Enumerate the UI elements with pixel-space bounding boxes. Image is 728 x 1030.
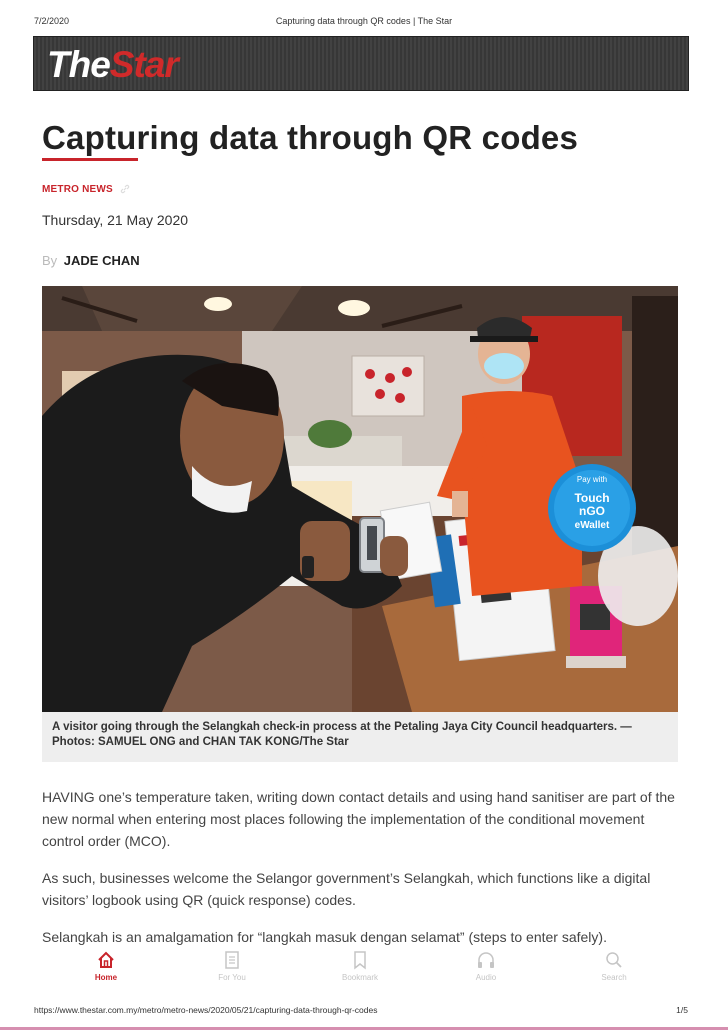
author-name[interactable]: JADE CHAN [63,253,140,268]
nav-item-bookmark[interactable] [320,950,400,982]
print-url: https://www.thestar.com.my/metro/metro-news/2020/05/21/capturing-data-through-qr-codes [34,1005,378,1015]
headline-underline [42,158,138,161]
nav-item-for-you[interactable] [192,950,272,982]
logo-star: Star [109,44,178,85]
nav-item-audio[interactable] [446,950,526,982]
the-star-logo[interactable] [47,45,178,85]
nav-label-search: Search [601,973,627,982]
bookmark-icon [350,950,370,970]
byline-prefix: By [42,253,58,268]
photo-illustration [42,286,678,712]
headphones-icon [476,950,496,970]
publish-date: Thursday, 21 May 2020 [42,212,189,228]
photo-ngo: nGO [579,504,605,518]
bottom-navigation-bar [42,946,678,992]
print-page-number: 1/5 [676,1005,688,1015]
link-icon[interactable] [119,183,131,195]
home-icon [96,950,116,970]
masthead [33,36,689,91]
byline [42,253,140,268]
article-paragraph: As such, businesses welcome the Selangor government’s Selangkah, which functions like a digital visitors’ logbook using QR (quick response) codes. [42,870,651,908]
photo-caption: A visitor going through the Selangkah check-in process at the Petaling Jaya City Council headquarters. — Photos: SAMUEL ONG and CHAN TAK KONG/The Star [42,712,678,762]
section-link-metro-news[interactable]: METRO NEWS [42,184,113,195]
article-paragraph: HAVING one’s temperature taken, writing down contact details and using hand sanitiser are part of the new normal when entering most places following the implementation of the conditional movement control order (MCO). [42,789,675,849]
nav-label-for-you: For You [218,973,246,982]
photo-pay-with: Pay with [576,475,608,484]
article-headline: Capturing data through QR codes [42,119,579,156]
nav-label-bookmark: Bookmark [341,973,378,982]
logo-the: The [47,44,110,85]
nav-label-audio: Audio [475,973,497,982]
print-page-title: Capturing data through QR codes | The Star [275,16,453,26]
article-paragraph: Selangkah is an amalgamation for “langkah masuk dengan selamat” (steps to enter safely). [42,929,607,945]
photo-ewallet: eWallet [574,520,610,531]
nav-item-home[interactable] [66,950,146,982]
article-photo [42,286,678,712]
print-date: 7/2/2020 [34,16,70,26]
photo-touch: Touch [574,491,610,505]
for-you-icon [222,950,242,970]
nav-item-search[interactable] [574,950,654,982]
nav-label-home: Home [94,973,118,982]
search-icon [604,950,624,970]
